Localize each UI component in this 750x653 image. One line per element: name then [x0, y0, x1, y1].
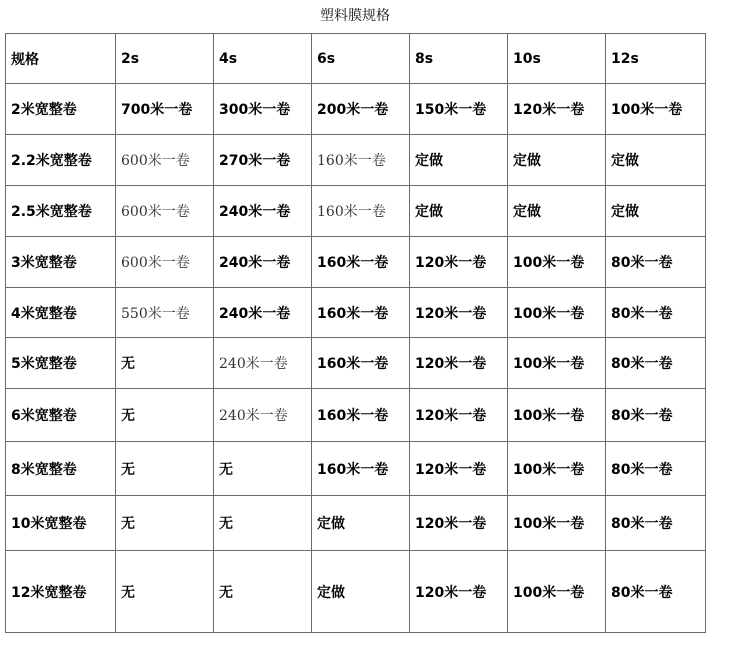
table-cell: 160米一卷	[312, 186, 410, 237]
table-cell: 80米一卷	[606, 338, 706, 389]
header-cell-spec: 规格	[6, 34, 116, 84]
table-cell: 定做	[312, 551, 410, 633]
row-label: 6米宽整卷	[6, 389, 116, 442]
header-cell-4s: 4s	[214, 34, 312, 84]
table-cell: 160米一卷	[312, 288, 410, 338]
table-cell: 160米一卷	[312, 135, 410, 186]
table-cell: 240米一卷	[214, 288, 312, 338]
row-label: 2米宽整卷	[6, 84, 116, 135]
table-cell: 80米一卷	[606, 237, 706, 288]
table-row	[6, 496, 706, 551]
row-label: 10米宽整卷	[6, 496, 116, 551]
table-cell: 240米一卷	[214, 389, 312, 442]
table-cell: 80米一卷	[606, 288, 706, 338]
row-label: 2.5米宽整卷	[6, 186, 116, 237]
table-cell: 120米一卷	[508, 84, 606, 135]
header-cell-8s: 8s	[410, 34, 508, 84]
table-cell: 定做	[508, 135, 606, 186]
table-cell: 550米一卷	[116, 288, 214, 338]
table-cell: 定做	[410, 135, 508, 186]
table-cell: 80米一卷	[606, 442, 706, 496]
table-cell: 270米一卷	[214, 135, 312, 186]
table-cell: 100米一卷	[508, 237, 606, 288]
table-cell: 600米一卷	[116, 135, 214, 186]
table-cell: 120米一卷	[410, 237, 508, 288]
table-cell: 150米一卷	[410, 84, 508, 135]
table-cell: 300米一卷	[214, 84, 312, 135]
table-cell: 80米一卷	[606, 496, 706, 551]
table-cell: 200米一卷	[312, 84, 410, 135]
table-cell: 160米一卷	[312, 338, 410, 389]
table-cell: 定做	[312, 496, 410, 551]
table-row	[6, 288, 706, 338]
table-cell: 定做	[508, 186, 606, 237]
table-cell: 100米一卷	[508, 288, 606, 338]
table-cell: 无	[116, 496, 214, 551]
row-label: 5米宽整卷	[6, 338, 116, 389]
table-cell: 定做	[410, 186, 508, 237]
row-label: 4米宽整卷	[6, 288, 116, 338]
table-cell: 100米一卷	[508, 551, 606, 633]
table-cell: 120米一卷	[410, 551, 508, 633]
table-row	[6, 442, 706, 496]
header-row	[6, 34, 706, 84]
table-cell: 600米一卷	[116, 237, 214, 288]
table-cell: 定做	[606, 135, 706, 186]
table-row	[6, 551, 706, 633]
table-cell: 120米一卷	[410, 496, 508, 551]
table-cell: 80米一卷	[606, 389, 706, 442]
row-label: 3米宽整卷	[6, 237, 116, 288]
row-label: 12米宽整卷	[6, 551, 116, 633]
header-cell-2s: 2s	[116, 34, 214, 84]
table-cell: 无	[116, 338, 214, 389]
page-title: 塑料膜规格	[320, 8, 390, 24]
table-cell: 700米一卷	[116, 84, 214, 135]
table-cell: 无	[116, 551, 214, 633]
row-label: 8米宽整卷	[6, 442, 116, 496]
table-cell: 120米一卷	[410, 338, 508, 389]
table-cell: 240米一卷	[214, 186, 312, 237]
table-cell: 无	[116, 442, 214, 496]
table-cell: 无	[214, 496, 312, 551]
table-row	[6, 237, 706, 288]
table-row	[6, 84, 706, 135]
table-cell: 100米一卷	[508, 442, 606, 496]
spec-table	[5, 33, 706, 633]
table-cell: 定做	[606, 186, 706, 237]
table-cell: 160米一卷	[312, 442, 410, 496]
table-cell: 600米一卷	[116, 186, 214, 237]
row-label: 2.2米宽整卷	[6, 135, 116, 186]
header-cell-12s: 12s	[606, 34, 706, 84]
table-cell: 120米一卷	[410, 288, 508, 338]
table-row	[6, 186, 706, 237]
table-cell: 100米一卷	[606, 84, 706, 135]
table-row	[6, 389, 706, 442]
table-cell: 120米一卷	[410, 442, 508, 496]
header-cell-10s: 10s	[508, 34, 606, 84]
table-cell: 160米一卷	[312, 389, 410, 442]
table-cell: 240米一卷	[214, 338, 312, 389]
table-cell: 无	[214, 442, 312, 496]
table-cell: 100米一卷	[508, 338, 606, 389]
table-cell: 160米一卷	[312, 237, 410, 288]
table-cell: 120米一卷	[410, 389, 508, 442]
table-cell: 无	[214, 551, 312, 633]
header-cell-6s: 6s	[312, 34, 410, 84]
table-cell: 无	[116, 389, 214, 442]
table-cell: 100米一卷	[508, 496, 606, 551]
table-cell: 240米一卷	[214, 237, 312, 288]
table-cell: 100米一卷	[508, 389, 606, 442]
table-cell: 80米一卷	[606, 551, 706, 633]
table-row	[6, 338, 706, 389]
table-row	[6, 135, 706, 186]
